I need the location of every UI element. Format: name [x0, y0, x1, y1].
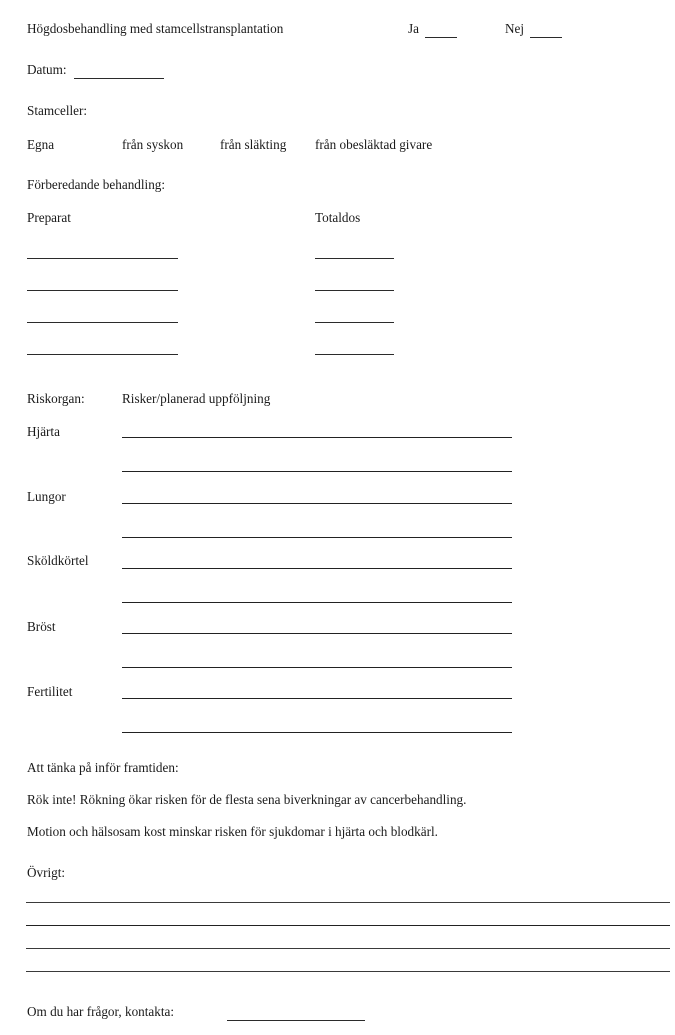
risk-organ-label-lungor: Lungor	[27, 489, 66, 504]
other-input-line[interactable]	[26, 902, 670, 903]
preparation-heading: Förberedande behandling:	[27, 177, 166, 192]
contact-label: Om du har frågor, kontakta:	[27, 1004, 175, 1019]
future-advice-smoking: Rök inte! Rökning ökar risken för de flesta sena biverkningar av cancerbehandling.	[27, 792, 467, 807]
other-input-line[interactable]	[26, 948, 670, 949]
totaldos-input-line[interactable]	[315, 258, 394, 259]
no-checkbox-blank[interactable]	[530, 37, 562, 38]
preparat-input-line[interactable]	[27, 354, 178, 355]
totaldos-input-line[interactable]	[315, 354, 394, 355]
yes-checkbox-blank[interactable]	[425, 37, 457, 38]
risk-input-line[interactable]	[122, 437, 512, 438]
other-input-line[interactable]	[26, 971, 670, 972]
preparat-input-line[interactable]	[27, 290, 178, 291]
totaldos-input-line[interactable]	[315, 290, 394, 291]
column-header-totaldos: Totaldos	[315, 210, 361, 225]
stemcell-option-fran-slakting[interactable]: från släkting	[220, 137, 287, 152]
risk-input-line[interactable]	[122, 471, 512, 472]
risk-organ-label-skoldkortel: Sköldkörtel	[27, 553, 89, 568]
risk-input-line[interactable]	[122, 602, 512, 603]
risk-input-line[interactable]	[122, 698, 512, 699]
date-input-blank[interactable]	[74, 78, 164, 79]
contact-input-blank[interactable]	[227, 1020, 365, 1021]
future-advice-exercise: Motion och hälsosam kost minskar risken för sjukdomar i hjärta och blodkärl.	[27, 824, 438, 839]
stemcell-option-fran-obeslaktad-givare[interactable]: från obesläktad givare	[315, 137, 433, 152]
risk-input-line[interactable]	[122, 667, 512, 668]
preparat-input-line[interactable]	[27, 322, 178, 323]
future-heading: Att tänka på inför framtiden:	[27, 760, 179, 775]
column-header-preparat: Preparat	[27, 210, 71, 225]
risk-organ-heading: Riskorgan:	[27, 391, 85, 406]
risk-input-line[interactable]	[122, 732, 512, 733]
other-input-line[interactable]	[26, 925, 670, 926]
yes-label: Ja	[408, 21, 419, 36]
stemcell-option-egna[interactable]: Egna	[27, 137, 55, 152]
other-heading: Övrigt:	[27, 865, 66, 880]
page-title: Högdosbehandling med stamcellstransplantation	[27, 21, 284, 36]
stemcell-option-fran-syskon[interactable]: från syskon	[122, 137, 184, 152]
preparat-input-line[interactable]	[27, 258, 178, 259]
date-label: Datum:	[27, 62, 67, 77]
risk-input-line[interactable]	[122, 537, 512, 538]
risk-organ-label-hjarta: Hjärta	[27, 424, 60, 439]
no-label: Nej	[505, 21, 525, 36]
risk-input-line[interactable]	[122, 503, 512, 504]
risk-input-line[interactable]	[122, 568, 512, 569]
risk-followup-heading: Risker/planerad uppföljning	[122, 391, 271, 406]
risk-input-line[interactable]	[122, 633, 512, 634]
stemcells-heading: Stamceller:	[27, 103, 88, 118]
risk-organ-label-brost: Bröst	[27, 619, 56, 634]
totaldos-input-line[interactable]	[315, 322, 394, 323]
risk-organ-label-fertilitet: Fertilitet	[27, 684, 73, 699]
